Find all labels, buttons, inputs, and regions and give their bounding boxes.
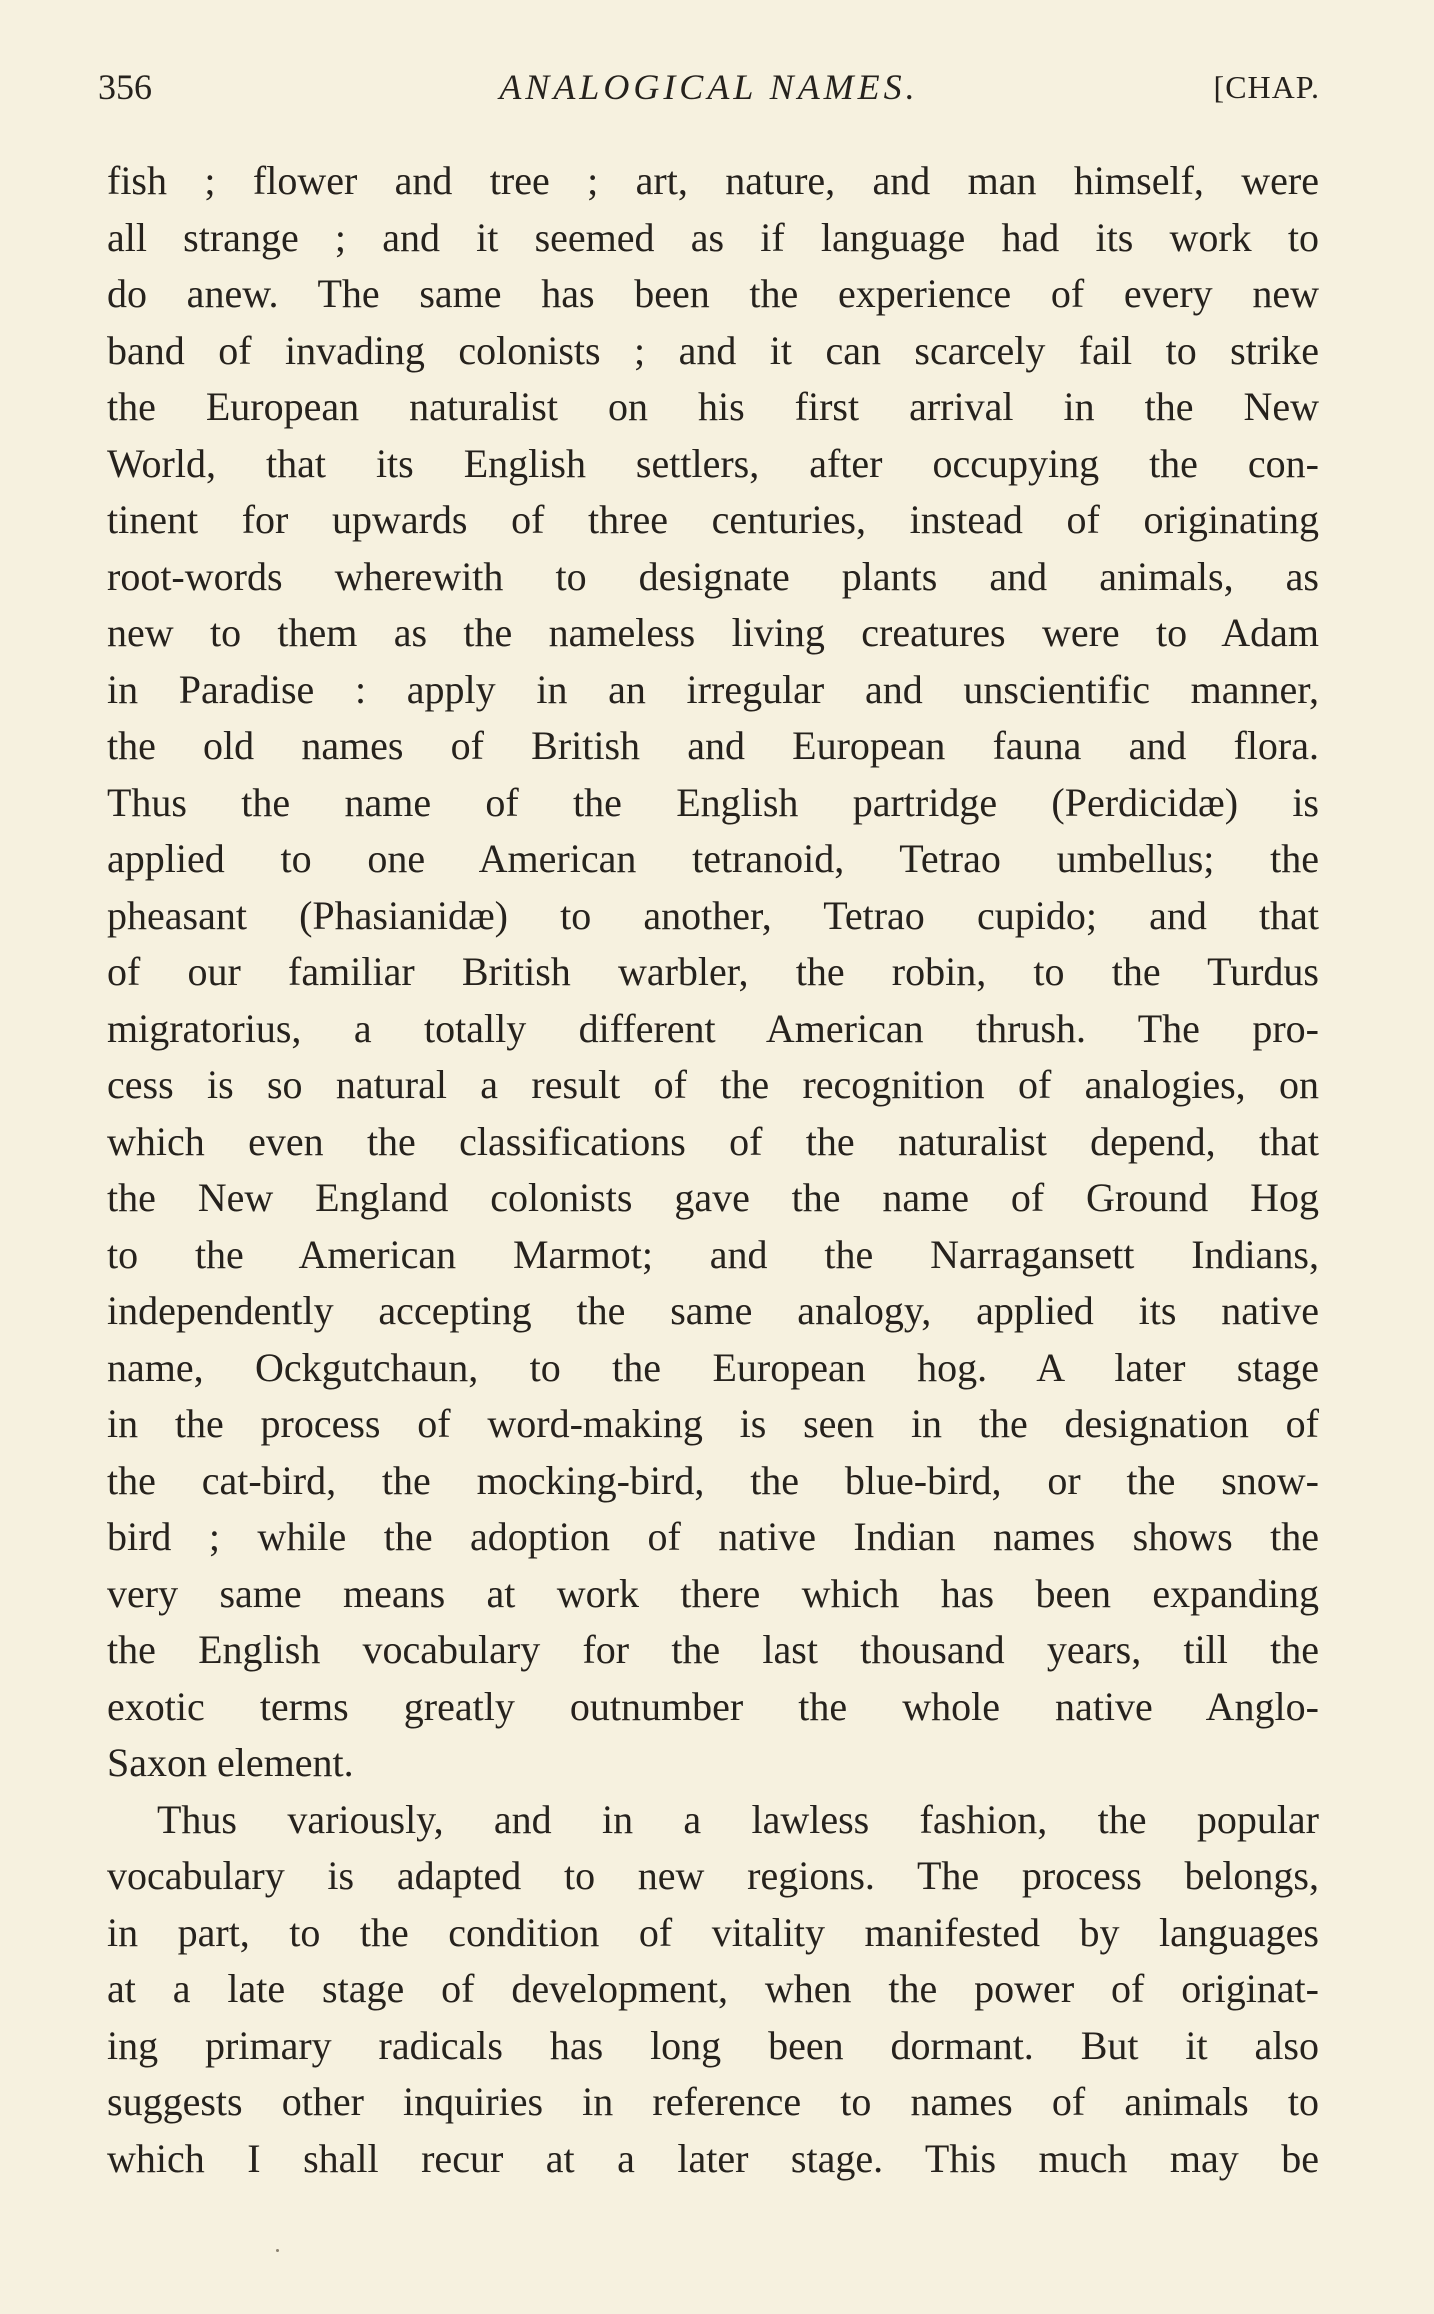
text-line: vocabulary is adapted to new regions. The process belongs, [107, 1853, 1319, 1898]
text-line: root-words wherewith to designate plants and animals, as [107, 553, 1319, 599]
text-line: Thus variously, and in a lawless fashion, the popular [157, 1796, 1319, 1842]
text-line: in Paradise : apply in an irregular and unscientific manner, [107, 666, 1319, 712]
text-line: exotic terms greatly outnumber the whole native Anglo- [107, 1683, 1319, 1729]
text-line: World, that its English settlers, after occupying the con- [107, 440, 1319, 486]
text-line: of our familiar British warbler, the robin, to the Turdus [107, 949, 1319, 994]
text-line: band of invading colonists ; and it can scarcely fail to strike [107, 327, 1319, 373]
chapter-marker: [CHAP. [1213, 69, 1320, 105]
text-line: the cat-bird, the mocking-bird, the blue-bird, or the snow- [107, 1457, 1319, 1503]
text-line: cess is so natural a result of the recognition of analogies, on [107, 1062, 1319, 1107]
text-line: fish ; flower and tree ; art, nature, and man himself, were [107, 158, 1319, 203]
text-line: which I shall recur at a later stage. This much may be [107, 2135, 1319, 2181]
text-line: Saxon element. [107, 1740, 354, 1785]
text-line: to the American Marmot; and the Narragansett Indians, [107, 1231, 1319, 1277]
text-line: which even the classifications of the naturalist depend, that [107, 1118, 1319, 1164]
text-line: independently accepting the same analogy, applied its native [107, 1288, 1319, 1333]
text-line: applied to one American tetranoid, Tetrao umbellus; the [107, 836, 1319, 881]
text-line: very same means at work there which has been expanding [107, 1570, 1319, 1616]
text-line: all strange ; and it seemed as if language had its work to [107, 214, 1319, 260]
page-number: 356 [98, 67, 152, 107]
running-head [98, 62, 1320, 112]
text-line: the English vocabulary for the last thousand years, till the [107, 1627, 1319, 1672]
text-line: new to them as the nameless living creatures were to Adam [107, 610, 1319, 655]
paper-speck [276, 2249, 279, 2252]
text-line: do anew. The same has been the experience of every new [107, 271, 1319, 316]
text-line: pheasant (Phasianidæ) to another, Tetrao cupido; and that [107, 892, 1319, 938]
text-line: tinent for upwards of three centuries, instead of originating [107, 497, 1319, 542]
text-line: name, Ockgutchaun, to the European hog. A later stage [107, 1344, 1319, 1390]
text-line: the European naturalist on his first arrival in the New [107, 384, 1319, 429]
text-line: at a late stage of development, when the power of originat- [107, 1966, 1319, 2011]
text-line: migratorius, a totally different American thrush. The pro- [107, 1005, 1319, 1051]
text-line: suggests other inquiries in reference to names of animals to [107, 2079, 1319, 2124]
text-line: Thus the name of the English partridge (Perdicidæ) is [107, 779, 1319, 825]
body-text [107, 153, 1319, 2187]
text-line: in the process of word-making is seen in the designation of [107, 1401, 1319, 1446]
running-title: ANALOGICAL NAMES. [499, 67, 919, 107]
text-line: in part, to the condition of vitality manifested by languages [107, 1909, 1319, 1955]
text-line: ing primary radicals has long been dormant. But it also [107, 2022, 1319, 2068]
text-line: the New England colonists gave the name of Ground Hog [107, 1175, 1319, 1220]
text-line: the old names of British and European fauna and flora. [107, 723, 1319, 768]
text-line: bird ; while the adoption of native Indian names shows the [107, 1514, 1319, 1559]
